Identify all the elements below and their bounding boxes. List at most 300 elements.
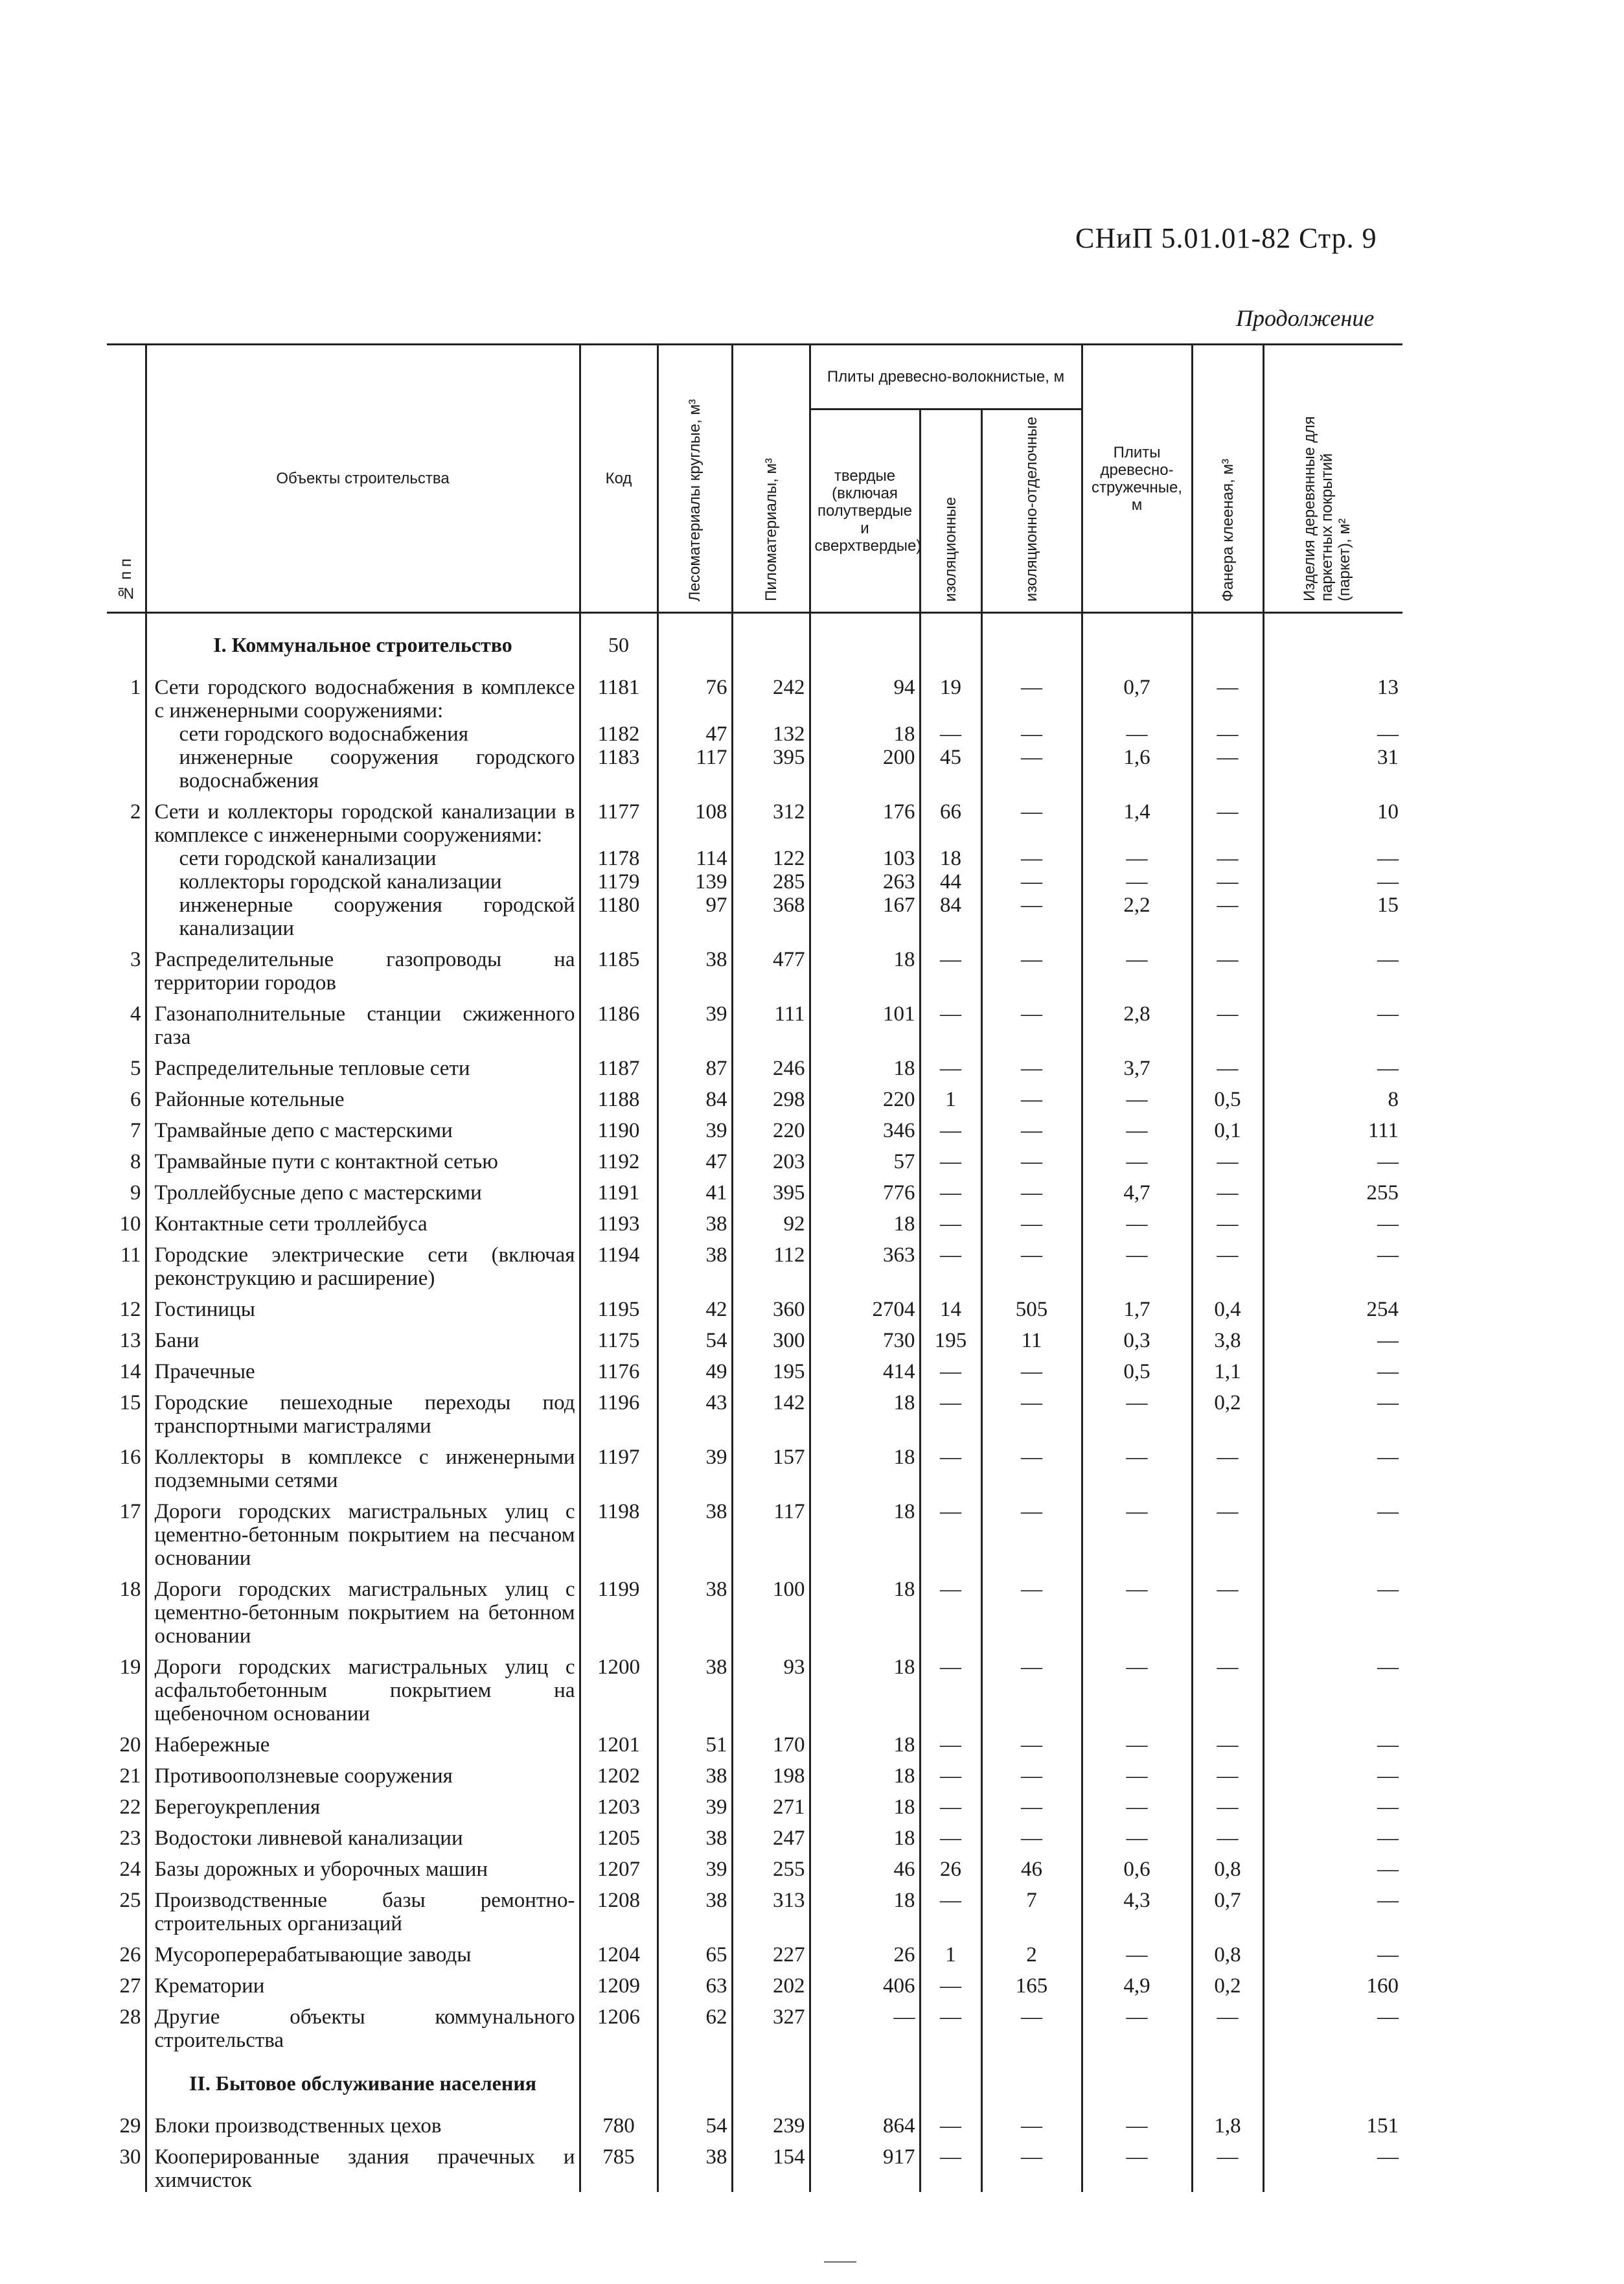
cell-ply: — bbox=[1192, 1648, 1263, 1725]
cell-code: 1200 bbox=[580, 1648, 658, 1725]
table-row bbox=[107, 1142, 1402, 1173]
cell-object: Гостиницы bbox=[146, 1290, 580, 1321]
cell-parq: — bbox=[1263, 1998, 1402, 2052]
cell-chip: 1,6 bbox=[1082, 746, 1192, 792]
empty-cell bbox=[1192, 2052, 1263, 2106]
cell-insul: — bbox=[920, 1438, 981, 1492]
cell-chip: 4,7 bbox=[1082, 1173, 1192, 1205]
cell-parq: — bbox=[1263, 1725, 1402, 1757]
cell-ply: 0,2 bbox=[1192, 1383, 1263, 1438]
cell-num: 5 bbox=[107, 1049, 146, 1080]
cell-object: Кооперированные здания прачечных и химчисток bbox=[146, 2138, 580, 2192]
cell-insul: — bbox=[920, 1648, 981, 1725]
cell-code: 785 bbox=[580, 2138, 658, 2192]
cell-ply: — bbox=[1192, 2138, 1263, 2192]
cell-insul: 44 bbox=[920, 870, 981, 894]
section-title: II. Бытовое обслуживание населения bbox=[146, 2052, 580, 2106]
cell-hard: 776 bbox=[810, 1173, 920, 1205]
cell-finish: — bbox=[981, 1998, 1082, 2052]
row-code: 50 bbox=[580, 613, 658, 669]
cell-finish: — bbox=[981, 1725, 1082, 1757]
cell-finish: 7 bbox=[981, 1881, 1082, 1935]
cell-sawn: 220 bbox=[732, 1111, 810, 1142]
table-row bbox=[107, 1080, 1402, 1111]
cell-hard: 26 bbox=[810, 1935, 920, 1967]
cell-insul: 14 bbox=[920, 1290, 981, 1321]
cell-insul: — bbox=[920, 1352, 981, 1383]
cell-hard: 730 bbox=[810, 1321, 920, 1352]
cell-round: 39 bbox=[658, 1788, 732, 1819]
cell-parq: — bbox=[1263, 1881, 1402, 1935]
cell-num: 29 bbox=[107, 2106, 146, 2138]
cell-insul: — bbox=[920, 722, 981, 746]
cell-object: Сети городского водоснабжения в комплексе с инженерными сооружениями: bbox=[146, 668, 580, 722]
cell-code: 1175 bbox=[580, 1321, 658, 1352]
table-row bbox=[107, 870, 1402, 894]
table-row bbox=[107, 1935, 1402, 1967]
cell-insul: — bbox=[920, 995, 981, 1049]
cell-chip: — bbox=[1082, 1648, 1192, 1725]
cell-code: 1203 bbox=[580, 1788, 658, 1819]
cell-object: Дороги городских магистральных улиц с цементно-бетонным покрытием на песчаном основании bbox=[146, 1492, 580, 1570]
cell-finish: — bbox=[981, 792, 1082, 847]
cell-num: 12 bbox=[107, 1290, 146, 1321]
cell-hard: 917 bbox=[810, 2138, 920, 2192]
cell-hard: 414 bbox=[810, 1352, 920, 1383]
cell-code: 1176 bbox=[580, 1352, 658, 1383]
cell-code: 1202 bbox=[580, 1757, 658, 1788]
table-row bbox=[107, 1998, 1402, 2052]
cell-ply: — bbox=[1192, 847, 1263, 870]
cell-parq: — bbox=[1263, 1850, 1402, 1881]
cell-hard: 101 bbox=[810, 995, 920, 1049]
cell-object: инженерные сооружения городской канализации bbox=[146, 894, 580, 940]
cell-num: 21 bbox=[107, 1757, 146, 1788]
materials-table bbox=[107, 343, 1402, 2192]
cell-hard: 18 bbox=[810, 1725, 920, 1757]
cell-ply: 0,5 bbox=[1192, 1080, 1263, 1111]
cell-round: 62 bbox=[658, 1998, 732, 2052]
cell-hard: 363 bbox=[810, 1236, 920, 1290]
cell-num bbox=[107, 746, 146, 792]
cell-hard: 2704 bbox=[810, 1290, 920, 1321]
cell-sawn: 300 bbox=[732, 1321, 810, 1352]
cell-ply: 0,2 bbox=[1192, 1967, 1263, 1998]
row-code bbox=[580, 2052, 658, 2106]
cell-num: 11 bbox=[107, 1236, 146, 1290]
cell-object: Трамвайные депо с мастерскими bbox=[146, 1111, 580, 1142]
cell-insul: 1 bbox=[920, 1080, 981, 1111]
cell-num: 6 bbox=[107, 1080, 146, 1111]
cell-code: 1193 bbox=[580, 1205, 658, 1236]
cell-parq: — bbox=[1263, 995, 1402, 1049]
cell-chip: 0,7 bbox=[1082, 668, 1192, 722]
cell-object: Трамвайные пути с контактной сетью bbox=[146, 1142, 580, 1173]
table-row bbox=[107, 1205, 1402, 1236]
cell-finish: — bbox=[981, 746, 1082, 792]
cell-object: Производственные базы ремонтно-строительных организаций bbox=[146, 1881, 580, 1935]
cell-parq: 15 bbox=[1263, 894, 1402, 940]
cell-sawn: 246 bbox=[732, 1049, 810, 1080]
cell-chip: 2,8 bbox=[1082, 995, 1192, 1049]
table-row bbox=[107, 1725, 1402, 1757]
cell-ply: — bbox=[1192, 940, 1263, 995]
cell-round: 117 bbox=[658, 746, 732, 792]
cell-code: 1201 bbox=[580, 1725, 658, 1757]
cell-parq: — bbox=[1263, 1438, 1402, 1492]
col-num-header: № п п bbox=[107, 345, 146, 613]
cell-ply: — bbox=[1192, 746, 1263, 792]
cell-finish: 46 bbox=[981, 1850, 1082, 1881]
table-row bbox=[107, 2052, 1402, 2106]
cell-round: 51 bbox=[658, 1725, 732, 1757]
cell-finish: — bbox=[981, 1080, 1082, 1111]
cell-num bbox=[107, 894, 146, 940]
cell-num: 23 bbox=[107, 1819, 146, 1850]
cell-hard: 406 bbox=[810, 1967, 920, 1998]
col-sawn-header: Пиломатериалы, м³ bbox=[732, 345, 810, 613]
cell-object: Контактные сети троллейбуса bbox=[146, 1205, 580, 1236]
cell-insul: — bbox=[920, 1967, 981, 1998]
cell-object: Районные котельные bbox=[146, 1080, 580, 1111]
col-fiberboard-group-header: Плиты древесно-волокнистые, м bbox=[810, 345, 1082, 410]
cell-hard: 18 bbox=[810, 1049, 920, 1080]
cell-round: 108 bbox=[658, 792, 732, 847]
table-row bbox=[107, 1850, 1402, 1881]
cell-round: 38 bbox=[658, 1205, 732, 1236]
cell-chip: — bbox=[1082, 722, 1192, 746]
cell-chip: — bbox=[1082, 1438, 1192, 1492]
cell-finish: 165 bbox=[981, 1967, 1082, 1998]
cell-parq: — bbox=[1263, 1321, 1402, 1352]
cell-sawn: 195 bbox=[732, 1352, 810, 1383]
cell-sawn: 203 bbox=[732, 1142, 810, 1173]
cell-insul: — bbox=[920, 1881, 981, 1935]
cell-chip: 1,7 bbox=[1082, 1290, 1192, 1321]
cell-insul: 18 bbox=[920, 847, 981, 870]
cell-parq: — bbox=[1263, 1570, 1402, 1648]
empty-cell bbox=[658, 613, 732, 669]
table-row bbox=[107, 1049, 1402, 1080]
cell-object: Газонаполнительные станции сжиженного газа bbox=[146, 995, 580, 1049]
cell-hard: 263 bbox=[810, 870, 920, 894]
cell-object: Коллекторы в комплексе с инженерными подземными сетями bbox=[146, 1438, 580, 1492]
table-row bbox=[107, 2106, 1402, 2138]
cell-code: 1191 bbox=[580, 1173, 658, 1205]
cell-num: 14 bbox=[107, 1352, 146, 1383]
table-body bbox=[107, 613, 1402, 2193]
cell-ply: — bbox=[1192, 792, 1263, 847]
cell-round: 38 bbox=[658, 1492, 732, 1570]
cell-round: 39 bbox=[658, 995, 732, 1049]
cell-num: 24 bbox=[107, 1850, 146, 1881]
cell-num: 2 bbox=[107, 792, 146, 847]
cell-round: 63 bbox=[658, 1967, 732, 1998]
cell-num: 19 bbox=[107, 1648, 146, 1725]
empty-cell bbox=[920, 613, 981, 669]
cell-chip: 3,7 bbox=[1082, 1049, 1192, 1080]
cell-ply: — bbox=[1192, 870, 1263, 894]
cell-insul: — bbox=[920, 1819, 981, 1850]
empty-cell bbox=[658, 2052, 732, 2106]
cell-sawn: 368 bbox=[732, 894, 810, 940]
cell-sawn: 202 bbox=[732, 1967, 810, 1998]
cell-chip: — bbox=[1082, 1725, 1192, 1757]
cell-parq: — bbox=[1263, 1049, 1402, 1080]
table-row bbox=[107, 1570, 1402, 1648]
cell-hard: 57 bbox=[810, 1142, 920, 1173]
cell-chip: — bbox=[1082, 1935, 1192, 1967]
cell-insul: — bbox=[920, 1998, 981, 2052]
cell-num: 16 bbox=[107, 1438, 146, 1492]
cell-ply: 0,4 bbox=[1192, 1290, 1263, 1321]
cell-hard: 18 bbox=[810, 722, 920, 746]
cell-hard: 103 bbox=[810, 847, 920, 870]
cell-num: 20 bbox=[107, 1725, 146, 1757]
row-num bbox=[107, 613, 146, 669]
cell-finish: — bbox=[981, 2138, 1082, 2192]
cell-sawn: 298 bbox=[732, 1080, 810, 1111]
cell-object: сети городского водоснабжения bbox=[146, 722, 580, 746]
cell-parq: 13 bbox=[1263, 668, 1402, 722]
cell-sawn: 477 bbox=[732, 940, 810, 995]
cell-num: 8 bbox=[107, 1142, 146, 1173]
cell-round: 97 bbox=[658, 894, 732, 940]
empty-cell bbox=[732, 613, 810, 669]
cell-round: 54 bbox=[658, 2106, 732, 2138]
table-row bbox=[107, 1881, 1402, 1935]
cell-finish: — bbox=[981, 1819, 1082, 1850]
table-row bbox=[107, 2138, 1402, 2192]
table-row bbox=[107, 1236, 1402, 1290]
cell-finish: — bbox=[981, 894, 1082, 940]
cell-code: 1196 bbox=[580, 1383, 658, 1438]
cell-hard: 46 bbox=[810, 1850, 920, 1881]
cell-parq: — bbox=[1263, 940, 1402, 995]
cell-round: 84 bbox=[658, 1080, 732, 1111]
cell-parq: — bbox=[1263, 2138, 1402, 2192]
cell-chip: — bbox=[1082, 1570, 1192, 1648]
cell-sawn: 242 bbox=[732, 668, 810, 722]
table-row bbox=[107, 1321, 1402, 1352]
cell-object: Мусороперерабатывающие заводы bbox=[146, 1935, 580, 1967]
table-row bbox=[107, 792, 1402, 847]
cell-round: 43 bbox=[658, 1383, 732, 1438]
cell-object: сети городской канализации bbox=[146, 847, 580, 870]
cell-parq: 111 bbox=[1263, 1111, 1402, 1142]
cell-insul: — bbox=[920, 1173, 981, 1205]
cell-parq: 8 bbox=[1263, 1080, 1402, 1111]
cell-num: 18 bbox=[107, 1570, 146, 1648]
cell-chip: — bbox=[1082, 1757, 1192, 1788]
cell-insul: 66 bbox=[920, 792, 981, 847]
cell-insul: 84 bbox=[920, 894, 981, 940]
cell-code: 1186 bbox=[580, 995, 658, 1049]
cell-chip: 0,5 bbox=[1082, 1352, 1192, 1383]
cell-code: 1179 bbox=[580, 870, 658, 894]
cell-code: 1195 bbox=[580, 1290, 658, 1321]
empty-cell bbox=[1082, 2052, 1192, 2106]
cell-hard: 200 bbox=[810, 746, 920, 792]
cell-object: Другие объекты коммунального строительства bbox=[146, 1998, 580, 2052]
cell-round: 38 bbox=[658, 1881, 732, 1935]
cell-code: 1205 bbox=[580, 1819, 658, 1850]
cell-ply: 0,8 bbox=[1192, 1850, 1263, 1881]
cell-hard: 94 bbox=[810, 668, 920, 722]
cell-chip: — bbox=[1082, 1236, 1192, 1290]
cell-ply: — bbox=[1192, 1438, 1263, 1492]
cell-hard: 18 bbox=[810, 1438, 920, 1492]
cell-insul: — bbox=[920, 1383, 981, 1438]
table-row bbox=[107, 1352, 1402, 1383]
col-plywood-header: Фанера клееная, м³ bbox=[1192, 345, 1263, 613]
cell-hard: 18 bbox=[810, 1205, 920, 1236]
cell-sawn: 100 bbox=[732, 1570, 810, 1648]
empty-cell bbox=[920, 2052, 981, 2106]
cell-object: Бани bbox=[146, 1321, 580, 1352]
cell-object: Городские электрические сети (включая реконструкцию и расширение) bbox=[146, 1236, 580, 1290]
cell-sawn: 271 bbox=[732, 1788, 810, 1819]
cell-object: Крематории bbox=[146, 1967, 580, 1998]
cell-ply: — bbox=[1192, 1998, 1263, 2052]
continuation-label: Продолжение bbox=[1236, 305, 1375, 331]
cell-sawn: 239 bbox=[732, 2106, 810, 2138]
cell-ply: 3,8 bbox=[1192, 1321, 1263, 1352]
cell-hard: 18 bbox=[810, 1492, 920, 1570]
cell-code: 1209 bbox=[580, 1967, 658, 1998]
cell-parq: 10 bbox=[1263, 792, 1402, 847]
cell-finish: — bbox=[981, 1438, 1082, 1492]
cell-parq: — bbox=[1263, 1142, 1402, 1173]
cell-code: 1183 bbox=[580, 746, 658, 792]
cell-finish: — bbox=[981, 1570, 1082, 1648]
cell-insul: — bbox=[920, 1788, 981, 1819]
cell-sawn: 157 bbox=[732, 1438, 810, 1492]
cell-insul: 45 bbox=[920, 746, 981, 792]
cell-chip: — bbox=[1082, 1819, 1192, 1850]
cell-round: 41 bbox=[658, 1173, 732, 1205]
cell-chip: — bbox=[1082, 1998, 1192, 2052]
col-parquet-header: Изделия деревянные для паркетных покрытий (паркет), м² bbox=[1263, 345, 1402, 613]
cell-ply: — bbox=[1192, 1570, 1263, 1648]
cell-chip: — bbox=[1082, 2138, 1192, 2192]
cell-finish: — bbox=[981, 2106, 1082, 2138]
cell-code: 1185 bbox=[580, 940, 658, 995]
cell-parq: — bbox=[1263, 1352, 1402, 1383]
cell-num: 25 bbox=[107, 1881, 146, 1935]
cell-ply: — bbox=[1192, 1757, 1263, 1788]
cell-num: 1 bbox=[107, 668, 146, 722]
cell-parq: — bbox=[1263, 1236, 1402, 1290]
cell-insul: 195 bbox=[920, 1321, 981, 1352]
cell-insul: 26 bbox=[920, 1850, 981, 1881]
cell-code: 1190 bbox=[580, 1111, 658, 1142]
cell-parq: 160 bbox=[1263, 1967, 1402, 1998]
cell-ply: — bbox=[1192, 1725, 1263, 1757]
cell-chip: — bbox=[1082, 1111, 1192, 1142]
cell-finish: — bbox=[981, 1383, 1082, 1438]
row-num bbox=[107, 2052, 146, 2106]
cell-object: Троллейбусные депо с мастерскими bbox=[146, 1173, 580, 1205]
cell-round: 47 bbox=[658, 722, 732, 746]
cell-ply: — bbox=[1192, 995, 1263, 1049]
cell-sawn: 132 bbox=[732, 722, 810, 746]
cell-object: Городские пешеходные переходы под транспортными магистралями bbox=[146, 1383, 580, 1438]
empty-cell bbox=[981, 613, 1082, 669]
table-row bbox=[107, 1757, 1402, 1788]
cell-code: 1208 bbox=[580, 1881, 658, 1935]
cell-sawn: 285 bbox=[732, 870, 810, 894]
empty-cell bbox=[1263, 2052, 1402, 2106]
cell-finish: — bbox=[981, 995, 1082, 1049]
cell-insul: 19 bbox=[920, 668, 981, 722]
table-row bbox=[107, 847, 1402, 870]
cell-object: Берегоукрепления bbox=[146, 1788, 580, 1819]
cell-code: 1194 bbox=[580, 1236, 658, 1290]
table-row bbox=[107, 1788, 1402, 1819]
cell-sawn: 92 bbox=[732, 1205, 810, 1236]
cell-ply: — bbox=[1192, 1236, 1263, 1290]
footer-divider bbox=[824, 2261, 856, 2263]
cell-insul: — bbox=[920, 1570, 981, 1648]
cell-finish: — bbox=[981, 1757, 1082, 1788]
cell-parq: — bbox=[1263, 722, 1402, 746]
cell-chip: — bbox=[1082, 2106, 1192, 2138]
cell-hard: 18 bbox=[810, 1648, 920, 1725]
cell-sawn: 117 bbox=[732, 1492, 810, 1570]
cell-sawn: 312 bbox=[732, 792, 810, 847]
cell-ply: — bbox=[1192, 1788, 1263, 1819]
cell-round: 38 bbox=[658, 1819, 732, 1850]
cell-insul: — bbox=[920, 1049, 981, 1080]
cell-object: Набережные bbox=[146, 1725, 580, 1757]
cell-parq: — bbox=[1263, 847, 1402, 870]
table-row bbox=[107, 722, 1402, 746]
cell-code: 1199 bbox=[580, 1570, 658, 1648]
cell-sawn: 395 bbox=[732, 1173, 810, 1205]
cell-ply: — bbox=[1192, 668, 1263, 722]
cell-ply: — bbox=[1192, 894, 1263, 940]
cell-parq: 254 bbox=[1263, 1290, 1402, 1321]
cell-object: Дороги городских магистральных улиц с асфальтобетонным покрытием на щебеночном основании bbox=[146, 1648, 580, 1725]
cell-chip: — bbox=[1082, 940, 1192, 995]
cell-parq: — bbox=[1263, 1788, 1402, 1819]
cell-sawn: 247 bbox=[732, 1819, 810, 1850]
col-object-header: Объекты строительства bbox=[146, 345, 580, 613]
empty-cell bbox=[810, 613, 920, 669]
cell-insul: — bbox=[920, 1725, 981, 1757]
cell-round: 49 bbox=[658, 1352, 732, 1383]
table-row bbox=[107, 668, 1402, 722]
cell-code: 1198 bbox=[580, 1492, 658, 1570]
cell-insul: — bbox=[920, 1111, 981, 1142]
cell-round: 38 bbox=[658, 2138, 732, 2192]
col-insul-header: изоляционные bbox=[920, 410, 981, 613]
cell-hard: 18 bbox=[810, 1881, 920, 1935]
cell-num: 22 bbox=[107, 1788, 146, 1819]
table-row bbox=[107, 1648, 1402, 1725]
cell-round: 39 bbox=[658, 1111, 732, 1142]
section-title: I. Коммунальное строительство bbox=[146, 613, 580, 669]
cell-code: 1182 bbox=[580, 722, 658, 746]
cell-hard: 167 bbox=[810, 894, 920, 940]
table-row bbox=[107, 1492, 1402, 1570]
cell-finish: — bbox=[981, 940, 1082, 995]
table-row bbox=[107, 613, 1402, 669]
cell-object: коллекторы городской канализации bbox=[146, 870, 580, 894]
cell-chip: — bbox=[1082, 870, 1192, 894]
cell-hard: 176 bbox=[810, 792, 920, 847]
